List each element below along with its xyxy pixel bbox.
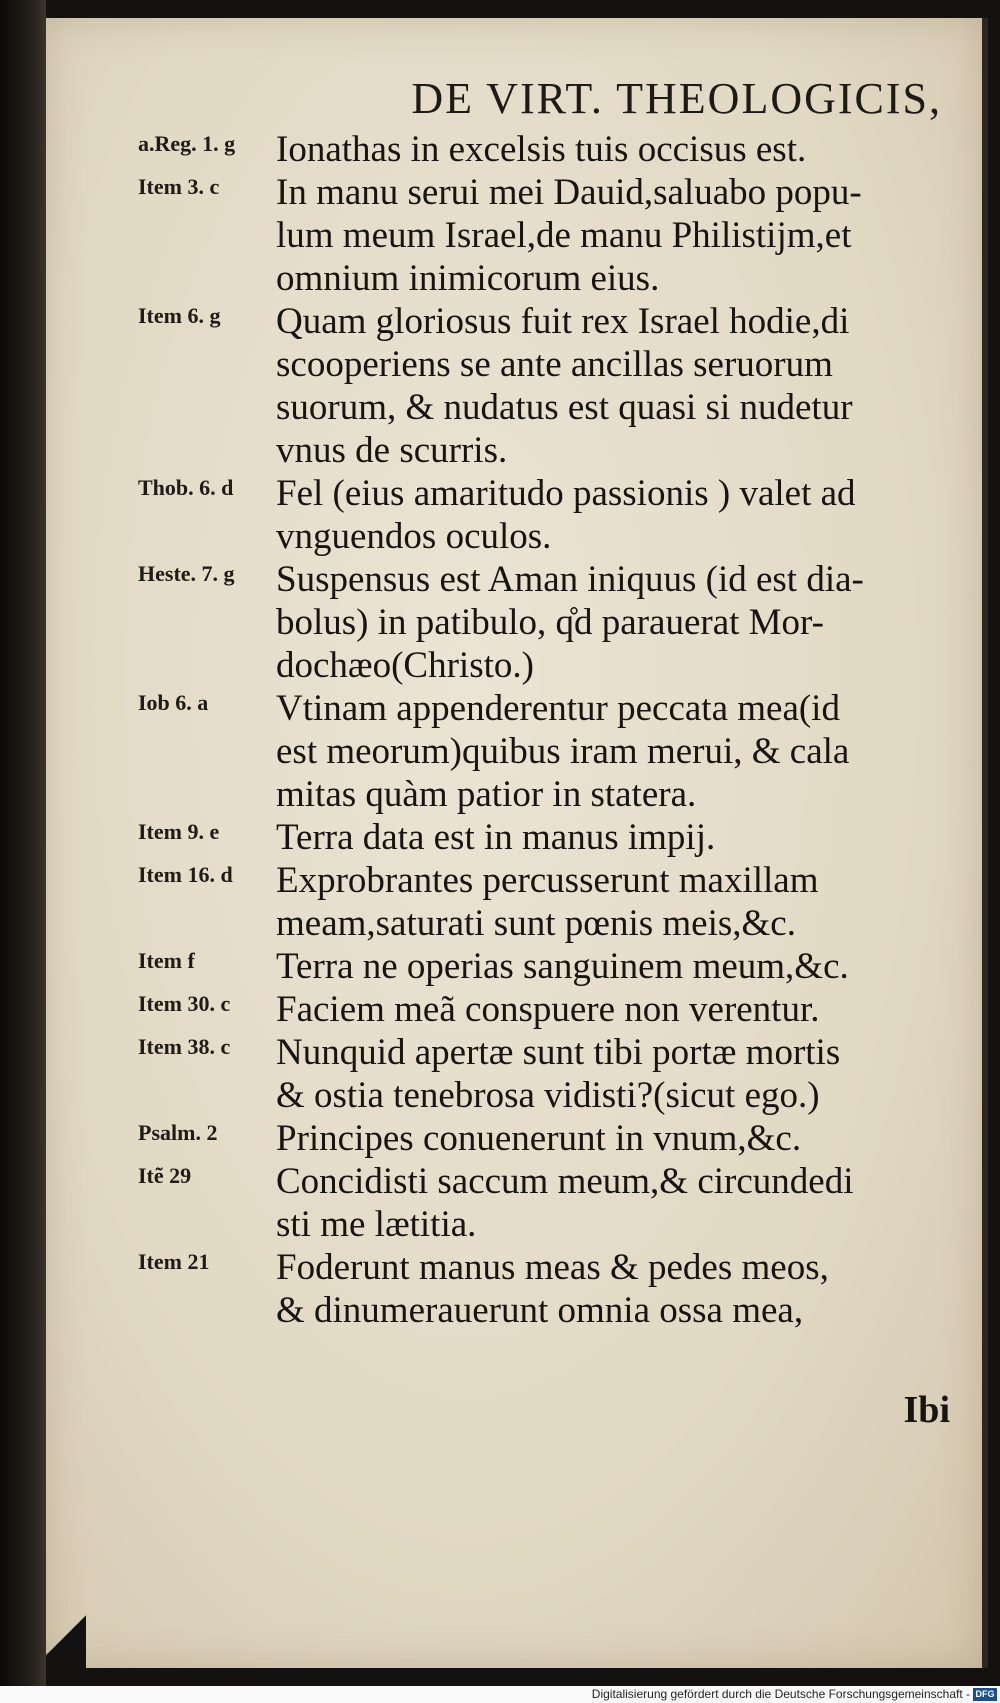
reference-label: Item 21 bbox=[138, 1249, 210, 1274]
entry-text bbox=[276, 816, 982, 859]
reference-label: Iob 6. a bbox=[138, 690, 209, 715]
text-line: scooperiens se ante ancillas seruorum bbox=[276, 344, 833, 385]
text-line: suorum, & nudatus est quasi si nudetur bbox=[276, 387, 853, 428]
margin-reference bbox=[46, 1117, 276, 1160]
scripture-entry bbox=[46, 1160, 982, 1246]
reference-label: Psalm. 2 bbox=[138, 1120, 218, 1145]
book-gutter bbox=[0, 0, 46, 1690]
running-head: DE VIRT. THEOLOGICIS, bbox=[411, 74, 942, 123]
text-line: Quam gloriosus fuit rex Israel hodie,di bbox=[276, 301, 850, 342]
reference-label: Thob. 6. d bbox=[138, 475, 234, 500]
reference-label: Item 16. d bbox=[138, 862, 233, 887]
dfg-logo: DFG bbox=[973, 1688, 997, 1701]
entry-text bbox=[276, 1246, 982, 1332]
entry-text bbox=[276, 945, 982, 988]
text-line: sti me lætitia. bbox=[276, 1204, 477, 1245]
margin-reference bbox=[46, 687, 276, 816]
scripture-entry bbox=[46, 1246, 982, 1332]
page-corner bbox=[46, 1600, 86, 1670]
entry-text bbox=[276, 1031, 982, 1117]
margin-reference bbox=[46, 1031, 276, 1117]
text-line: lum meum Israel,de manu Philistijm,et bbox=[276, 215, 852, 256]
reference-label: Item 38. c bbox=[138, 1034, 231, 1059]
scripture-entry bbox=[46, 472, 982, 558]
text-line: vnus de scurris. bbox=[276, 430, 508, 471]
margin-reference bbox=[46, 128, 276, 171]
reference-label: Item 30. c bbox=[138, 991, 231, 1016]
entry-text bbox=[276, 687, 982, 816]
entry-text bbox=[276, 300, 982, 472]
entry-text bbox=[276, 988, 982, 1031]
reference-label: a.Reg. 1. g bbox=[138, 131, 236, 156]
margin-reference bbox=[46, 859, 276, 945]
scripture-entry bbox=[46, 816, 982, 859]
text-line: Exprobrantes percusserunt maxillam bbox=[276, 860, 819, 901]
text-line: Principes conuenerunt in vnum,&c. bbox=[276, 1118, 802, 1159]
entry-text bbox=[276, 171, 982, 300]
margin-reference bbox=[46, 988, 276, 1031]
entry-text bbox=[276, 128, 982, 171]
reference-label: Itẽ 29 bbox=[138, 1163, 192, 1188]
text-line: & ostia tenebrosa vidisti?(sicut ego.) bbox=[276, 1075, 820, 1116]
text-line: Ionathas in excelsis tuis occisus est. bbox=[276, 129, 807, 170]
text-line: Suspensus est Aman iniquus (id est dia- bbox=[276, 559, 864, 600]
reference-label: Item 6. g bbox=[138, 303, 221, 328]
text-line: omnium inimicorum eius. bbox=[276, 258, 660, 299]
margin-reference bbox=[46, 1160, 276, 1246]
text-line: Terra data est in manus impij. bbox=[276, 817, 716, 858]
text-line: mitas quàm patior in statera. bbox=[276, 774, 697, 815]
margin-reference bbox=[46, 472, 276, 558]
text-line: vnguendos oculos. bbox=[276, 516, 552, 557]
entry-text bbox=[276, 1160, 982, 1246]
text-line: bolus) in patibulo, q̊d parauerat Mor- bbox=[276, 602, 824, 643]
text-line: & dinumerauerunt omnia ossa mea, bbox=[276, 1290, 804, 1331]
scripture-entry bbox=[46, 558, 982, 687]
scripture-entry bbox=[46, 171, 982, 300]
text-line: In manu serui mei Dauid,saluabo popu- bbox=[276, 172, 862, 213]
reference-label: Item 3. c bbox=[138, 174, 220, 199]
text-line: Vtinam appenderentur peccata mea(id bbox=[276, 688, 840, 729]
text-line: Nunquid apertæ sunt tibi portæ mortis bbox=[276, 1032, 841, 1073]
margin-reference bbox=[46, 945, 276, 988]
footer-text: Digitalisierung gefördert durch die Deutsche Forschungsgemeinschaft - bbox=[591, 1687, 970, 1701]
entry-text bbox=[276, 1117, 982, 1160]
scripture-entry bbox=[46, 859, 982, 945]
scripture-entry bbox=[46, 687, 982, 816]
text-line: Faciem meã conspuere non verentur. bbox=[276, 989, 820, 1030]
text-line: Foderunt manus meas & pedes meos, bbox=[276, 1247, 829, 1288]
margin-reference bbox=[46, 171, 276, 300]
scripture-entry bbox=[46, 1117, 982, 1160]
entry-list bbox=[46, 128, 982, 1332]
entry-text bbox=[276, 558, 982, 687]
margin-reference bbox=[46, 300, 276, 472]
entry-text bbox=[276, 859, 982, 945]
text-line: Fel (eius amaritudo passionis ) valet ad bbox=[276, 473, 856, 514]
text-line: meam,saturati sunt pœnis meis,&c. bbox=[276, 903, 796, 944]
scripture-entry bbox=[46, 300, 982, 472]
text-line: dochæo(Christo.) bbox=[276, 645, 534, 686]
margin-reference bbox=[46, 816, 276, 859]
text-line: est meorum)quibus iram merui, & cala bbox=[276, 731, 850, 772]
margin-reference bbox=[46, 1246, 276, 1332]
footer-bar bbox=[0, 1686, 1000, 1703]
catchword: Ibi bbox=[903, 1389, 950, 1431]
margin-reference bbox=[46, 558, 276, 687]
reference-label: Heste. 7. g bbox=[138, 561, 235, 586]
scripture-entry bbox=[46, 128, 982, 171]
reference-label: Item 9. e bbox=[138, 819, 220, 844]
book-page bbox=[46, 18, 988, 1668]
text-line: Terra ne operias sanguinem meum,&c. bbox=[276, 946, 849, 987]
text-line: Concidisti saccum meum,& circundedi bbox=[276, 1161, 854, 1202]
reference-label: Item f bbox=[138, 948, 195, 973]
scripture-entry bbox=[46, 988, 982, 1031]
entry-text bbox=[276, 472, 982, 558]
scripture-entry bbox=[46, 945, 982, 988]
scripture-entry bbox=[46, 1031, 982, 1117]
